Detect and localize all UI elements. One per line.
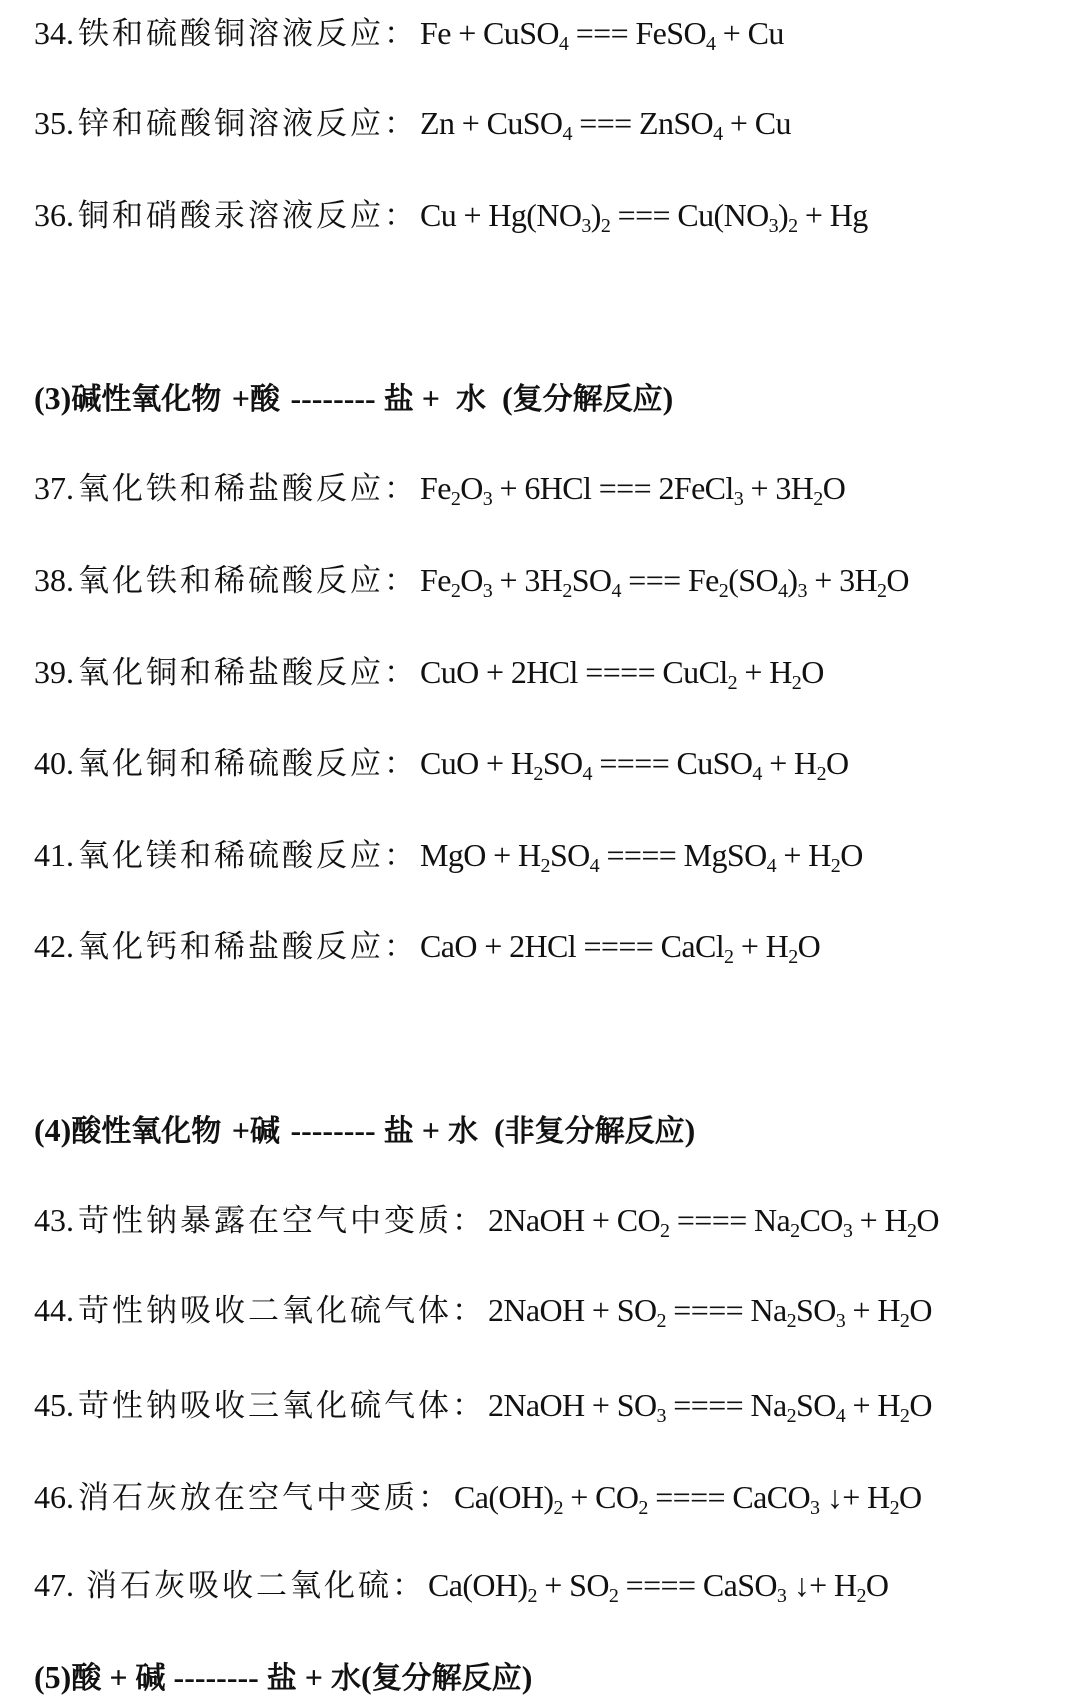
reaction-description: 氧化铁和稀盐酸反应 [78,471,384,507]
subscript: 2 [899,1310,910,1332]
equation-text: + H [776,837,831,873]
equation-text: + 3H [743,470,814,506]
equation-text: Zn + CuSO [420,105,563,141]
item-number: 34. [34,15,74,51]
equation-text: + CO [562,1479,639,1515]
subscript: 3 [482,488,493,510]
subscript: 3 [733,488,744,510]
subscript: 4 [562,123,572,145]
subscript: 3 [656,1405,666,1427]
equation-text: SO [796,1292,836,1328]
item-number: 35. [34,105,74,141]
subscript: 2 [786,1405,797,1427]
reaction-item [34,11,784,55]
heading-part: ) [684,1112,696,1148]
colon-separator: ： [384,929,415,965]
equation-text: CuO + 2HCl ==== CuCl [420,654,728,690]
heading-part: 盐 [383,382,414,417]
heading-part: 非复分解反应 [504,1114,685,1149]
equation-text: + Cu [715,15,784,51]
heading-part: 复分解反应 [371,1661,522,1696]
reaction-item [34,558,909,602]
equation-text: + SO [536,1567,609,1603]
heading-part: + [413,1112,448,1148]
equation-text: + Cu [722,105,791,141]
chemical-equation [420,741,849,785]
chemical-equation [420,193,868,237]
colon-separator: ： [384,563,415,599]
subscript: 4 [777,580,788,602]
equation-text: ) [787,562,798,598]
subscript: 2 [718,580,729,602]
item-number: 39. [34,654,74,690]
heading-part: -------- [290,380,384,416]
reaction-item [34,1198,939,1242]
heading-part: (5) [34,1659,72,1695]
heading-part: 酸性氧化物 [71,1114,232,1149]
subscript: 3 [768,215,779,237]
equation-text: SO [542,745,583,781]
reaction-item [34,193,868,237]
subscript: 4 [835,1405,846,1427]
subscript: 4 [582,763,592,785]
subscript: 2 [788,215,798,237]
heading-part: 碱 [250,1114,291,1149]
reaction-item [34,1383,932,1427]
subscript: 2 [830,855,841,877]
item-number: 43. [34,1202,74,1238]
item-number: 38. [34,562,74,598]
colon-separator: ： [384,16,415,52]
equation-text: + H [737,654,792,690]
section-heading-s4 [34,1108,695,1152]
item-number: 45. [34,1387,74,1423]
subscript: 2 [540,855,550,877]
subscript: 3 [810,1497,820,1519]
equation-text: + 6HCl === 2FeCl [492,470,734,506]
heading-part: ( [361,1659,372,1695]
equation-text: + H [845,1292,900,1328]
subscript: 4 [713,123,723,145]
subscript: 2 [450,488,461,510]
equation-text: O [886,562,909,598]
heading-part: + [296,1659,332,1695]
equation-text: (SO [728,562,778,598]
equation-text: O [825,745,849,781]
subscript: 2 [533,763,543,785]
equation-text: ↓+ H [786,1567,857,1603]
equation-text: + H [761,745,817,781]
reaction-description: 苛性钠吸收二氧化硫气体 [78,1293,452,1329]
chemical-equation [488,1198,939,1242]
equation-text: + 3H [492,562,563,598]
subscript: 4 [611,580,621,602]
subscript: 3 [482,580,493,602]
reaction-description: 消石灰放在空气中变质 [78,1480,418,1516]
subscript: 2 [724,946,734,968]
subscript: 2 [527,1585,537,1607]
chemical-equation [420,101,791,145]
item-number: 47. [34,1567,82,1603]
subscript: 4 [558,33,569,55]
heading-part: + [101,1659,136,1695]
section-heading-s5 [34,1655,532,1699]
subscript: 2 [788,946,798,968]
equation-text: ==== CaCO [647,1479,811,1515]
subscript: 2 [877,580,887,602]
equation-text: Ca(OH) [454,1479,554,1515]
equation-text: SO [571,562,612,598]
heading-part: 碱 [135,1661,166,1696]
equation-text: O [840,837,863,873]
subscript: 2 [899,1405,910,1427]
equation-text: === FeSO [568,15,706,51]
colon-separator: ： [384,106,415,142]
reaction-item [34,466,845,510]
chemical-equation [420,833,863,877]
equation-text: Fe [420,470,451,506]
heading-part: 酸 [71,1661,102,1696]
equation-text: Ca(OH) [428,1567,528,1603]
equation-text: O [916,1202,939,1238]
chemical-equation [488,1288,932,1332]
heading-part: + [413,380,456,416]
heading-part: 盐 [266,1661,297,1696]
colon-separator: ： [384,838,415,874]
subscript: 4 [705,33,716,55]
subscript: 3 [842,1220,853,1242]
section-heading-s3 [34,376,673,420]
chemical-equation [420,466,845,510]
item-number: 42. [34,928,74,964]
equation-text: O [865,1567,889,1603]
equation-text: + H [845,1387,900,1423]
subscript: 2 [791,672,802,694]
equation-text: CaO + 2HCl ==== CaCl [420,928,725,964]
equation-text: ==== Na [669,1202,791,1238]
subscript: 4 [766,855,777,877]
item-number: 40. [34,745,74,781]
heading-part: ( [485,380,513,416]
equation-text: O [460,562,483,598]
equation-text: Cu + Hg(NO [420,197,582,233]
equation-text: SO [549,837,590,873]
subscript: 4 [752,763,762,785]
subscript: 2 [608,1585,619,1607]
subscript: 2 [856,1585,866,1607]
heading-part: (4) [34,1112,72,1148]
item-number: 44. [34,1292,74,1328]
subscript: 2 [727,672,738,694]
heading-part: ) [662,380,674,416]
equation-text: Fe + CuSO [420,15,559,51]
subscript: 2 [889,1497,899,1519]
colon-separator: ： [452,1203,483,1239]
reaction-description: 苛性钠暴露在空气中变质 [78,1203,452,1239]
equation-text: ==== Na [665,1292,787,1328]
subscript: 2 [907,1220,917,1242]
equation-text: + 3H [806,562,878,598]
equation-text: O [822,470,846,506]
reaction-item [34,924,820,968]
equation-text: ==== Na [665,1387,787,1423]
equation-text: 2NaOH + CO [488,1202,661,1238]
equation-text: ==== CuSO [591,745,753,781]
chemical-equation [488,1383,932,1427]
item-number: 41. [34,837,74,873]
reaction-item [34,101,791,145]
subscript: 2 [450,580,461,602]
equation-text: MgO + H [420,837,541,873]
subscript: 4 [589,855,600,877]
colon-separator: ： [452,1293,483,1329]
subscript: 3 [581,215,591,237]
subscript: 2 [813,488,823,510]
reaction-description: 氧化铜和稀硫酸反应 [78,746,384,782]
heading-part: ) [521,1659,533,1695]
heading-part: + [231,380,250,416]
subscript: 3 [835,1310,846,1332]
subscript: 2 [562,580,572,602]
equation-text: ==== MgSO [599,837,767,873]
equation-text: O [460,470,483,506]
heading-part: 水 [455,382,486,417]
chemical-equation [420,924,820,968]
reaction-description: 消石灰吸收二氧化硫 [86,1568,392,1604]
heading-part: 盐 [383,1114,414,1149]
reaction-description: 氧化镁和稀硫酸反应 [78,838,384,874]
item-number: 46. [34,1479,74,1515]
equation-text: CO [799,1202,843,1238]
chemical-equation [420,11,784,55]
subscript: 2 [660,1220,670,1242]
heading-part: + [231,1112,250,1148]
reaction-description: 铁和硫酸铜溶液反应 [78,16,384,52]
equation-text: + Hg [797,197,868,233]
reaction-item [34,1563,888,1607]
colon-separator: ： [452,1388,483,1424]
reaction-description: 氧化铁和稀硫酸反应 [78,563,384,599]
reaction-item [34,1288,932,1332]
equation-text: ) [590,197,601,233]
equation-text: === Cu(NO [610,197,769,233]
chemical-equation [454,1475,922,1519]
reaction-item [34,833,863,877]
equation-text: O [909,1292,932,1328]
equation-text: 2NaOH + SO [488,1292,657,1328]
subscript: 2 [553,1497,563,1519]
heading-part: 复分解反应 [512,382,663,417]
reaction-item [34,741,849,785]
reaction-description: 氧化铜和稀盐酸反应 [78,655,384,691]
heading-part: 水 [447,1114,478,1149]
subscript: 2 [786,1310,797,1332]
equation-text: Fe [420,562,451,598]
chemical-equation [420,650,824,694]
reaction-description: 氧化钙和稀盐酸反应 [78,929,384,965]
subscript: 2 [600,215,611,237]
colon-separator: ： [384,198,415,234]
equation-text: + H [852,1202,907,1238]
equation-text: SO [796,1387,836,1423]
heading-part: 酸 [250,382,291,417]
reaction-item [34,650,824,694]
subscript: 3 [797,580,807,602]
reaction-description: 铜和硝酸汞溶液反应 [78,198,384,234]
colon-separator: ： [384,655,415,691]
chemical-equation [428,1563,888,1607]
equation-text: O [899,1479,922,1515]
equation-text: O [797,928,821,964]
subscript: 2 [790,1220,800,1242]
colon-separator: ： [392,1568,423,1604]
heading-part: 碱性氧化物 [71,382,232,417]
subscript: 2 [638,1497,648,1519]
item-number: 37. [34,470,74,506]
equation-text: O [909,1387,932,1423]
subscript: 2 [816,763,826,785]
equation-text: ==== CaSO [618,1567,777,1603]
equation-text: === Fe [620,562,719,598]
subscript: 2 [656,1310,666,1332]
equation-text: === ZnSO [571,105,714,141]
chemical-equation [420,558,909,602]
heading-part: -------- [165,1659,267,1695]
reaction-item [34,1475,922,1519]
item-number: 36. [34,197,74,233]
equation-text: O [801,654,824,690]
equation-text: 2NaOH + SO [488,1387,657,1423]
equation-text: + H [733,928,789,964]
reaction-description: 苛性钠吸收三氧化硫气体 [78,1388,452,1424]
colon-separator: ： [418,1480,449,1516]
colon-separator: ： [384,746,415,782]
heading-part: (3) [34,380,72,416]
reaction-description: 锌和硫酸铜溶液反应 [78,106,384,142]
heading-part: 水 [331,1661,362,1696]
equation-text: ) [778,197,789,233]
heading-part: ( [477,1112,505,1148]
heading-part: -------- [290,1112,384,1148]
subscript: 3 [776,1585,787,1607]
equation-text: ↓+ H [819,1479,890,1515]
equation-text: CuO + H [420,745,534,781]
colon-separator: ： [384,471,415,507]
